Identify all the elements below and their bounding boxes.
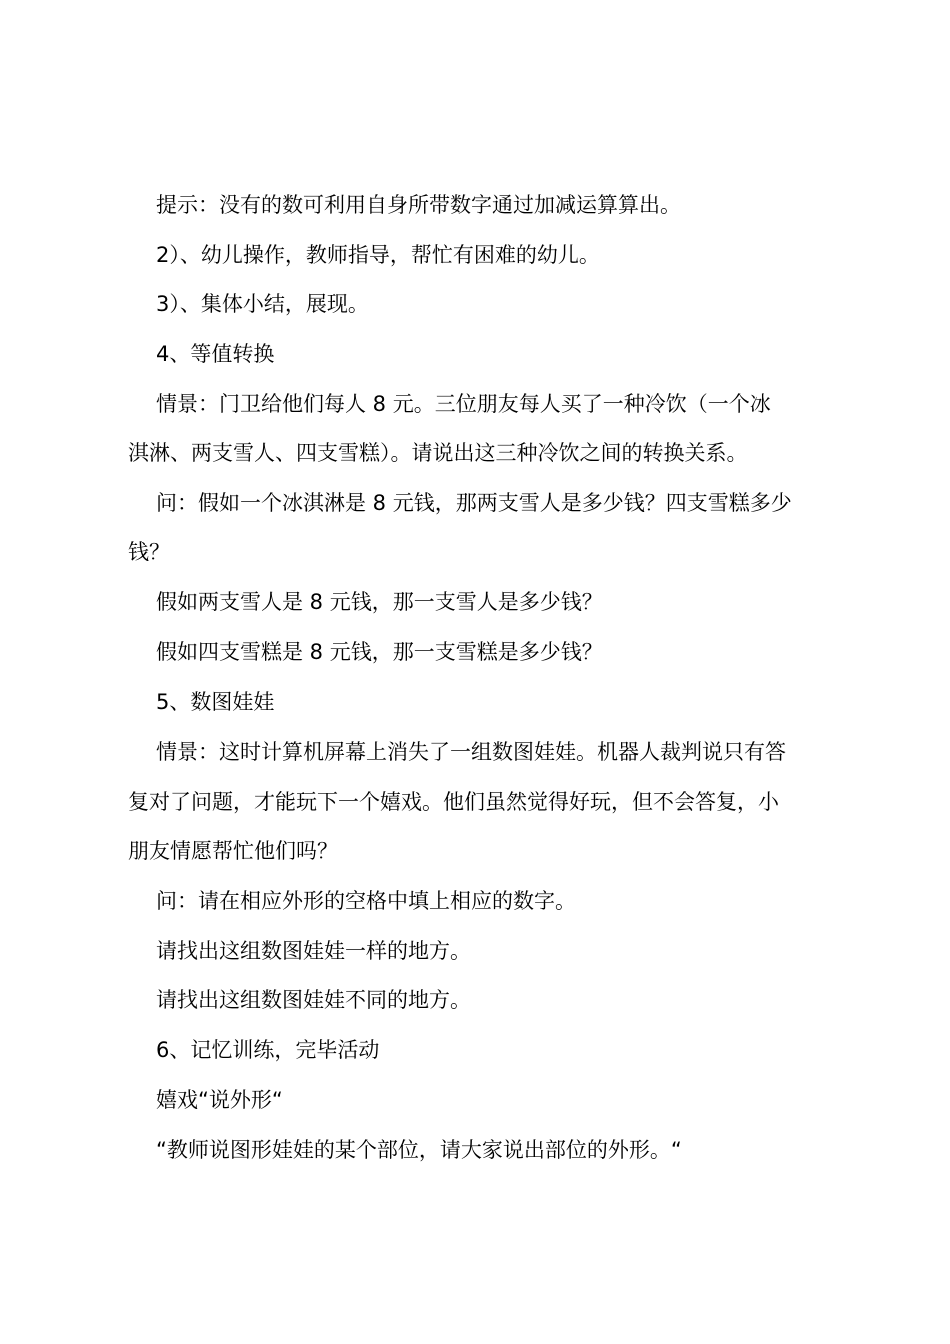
question-4-line-2: 钱？: [128, 540, 170, 564]
section-6-heading: 6、记忆训练，完毕活动: [156, 1038, 380, 1062]
step-2-paragraph: 2）、幼儿操作，教师指导，帮忙有困难的幼儿。: [156, 243, 600, 267]
question-5-different: 请找出这组数图娃娃不同的地方。: [156, 988, 471, 1012]
hint-paragraph: 提示：没有的数可利用自身所带数字通过加减运算算出。: [156, 193, 681, 217]
question-5: 问：请在相应外形的空格中填上相应的数字。: [156, 889, 576, 913]
section-5-heading: 5、数图娃娃: [156, 690, 275, 714]
scenario-5-line-3: 朋友情愿帮忙他们吗？: [128, 839, 338, 863]
scenario-4-line-1: 情景：门卫给他们每人 8 元。三位朋友每人买了一种冷饮（一个冰: [156, 392, 771, 416]
question-4-followup-2: 假如四支雪糕是 8 元钱，那一支雪糕是多少钱？: [156, 640, 603, 664]
question-4-line-1: 问：假如一个冰淇淋是 8 元钱，那两支雪人是多少钱？四支雪糕多少: [156, 491, 792, 515]
question-4-followup-1: 假如两支雪人是 8 元钱，那一支雪人是多少钱？: [156, 590, 603, 614]
game-title: 嬉戏“说外形“: [156, 1088, 283, 1112]
game-instruction: “教师说图形娃娃的某个部位，请大家说出部位的外形。“: [156, 1138, 682, 1162]
scenario-5-line-1: 情景：这时计算机屏幕上消失了一组数图娃娃。机器人裁判说只有答: [156, 740, 786, 764]
scenario-5-line-2: 复对了问题，才能玩下一个嬉戏。他们虽然觉得好玩，但不会答复，小: [128, 790, 779, 814]
section-4-heading: 4、等值转换: [156, 342, 275, 366]
question-5-same: 请找出这组数图娃娃一样的地方。: [156, 939, 471, 963]
step-3-paragraph: 3）、集体小结，展现。: [156, 292, 369, 316]
scenario-4-line-2: 淇淋、两支雪人、四支雪糕）。请说出这三种冷饮之间的转换关系。: [128, 441, 748, 465]
